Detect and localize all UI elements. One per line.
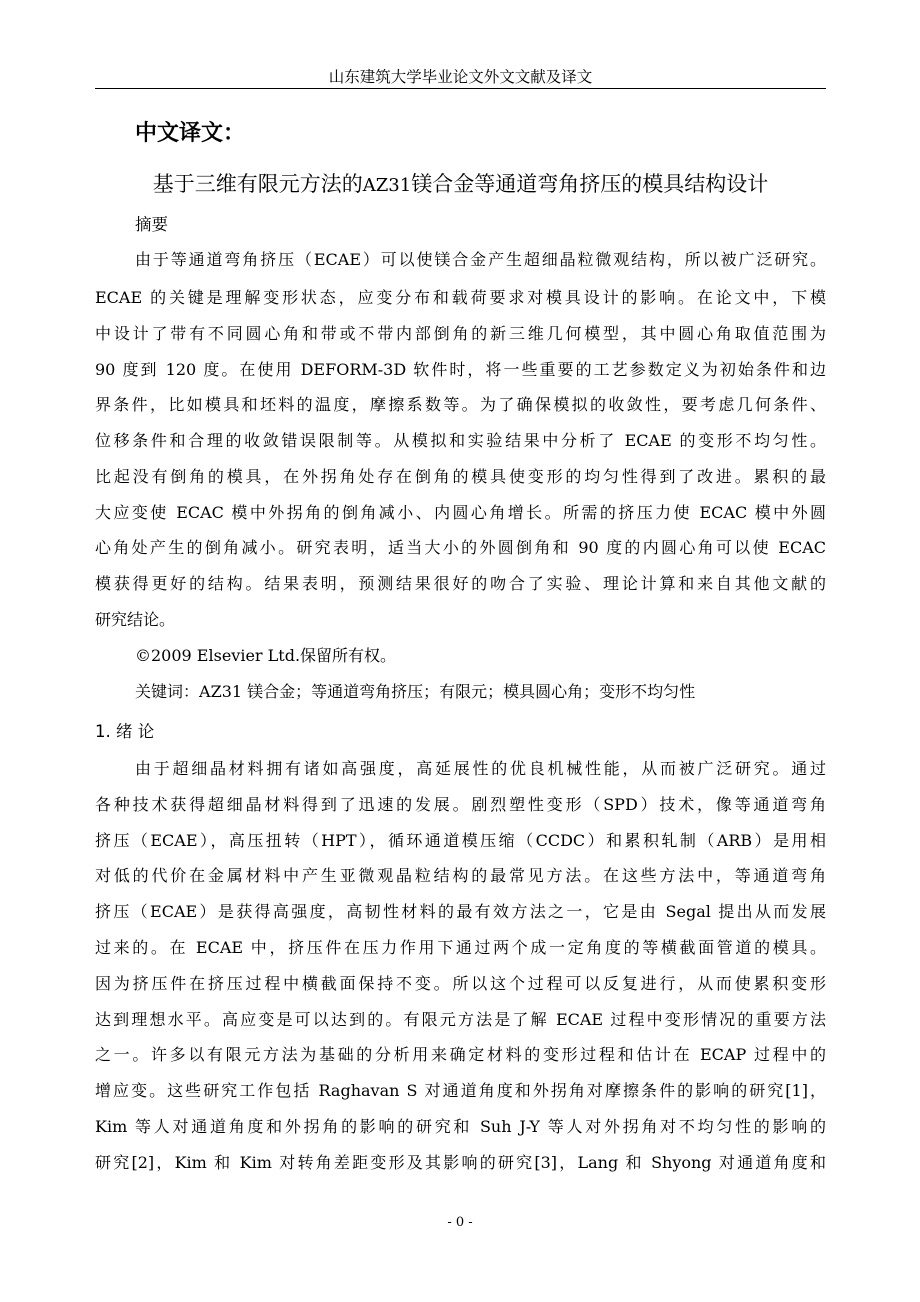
keywords-text: AZ31 镁合金；等通道弯角挤压；有限元；模具圆心角；变形不均匀性 — [199, 682, 696, 701]
abstract-line: 大应变使 ECAC 模中外拐角的倒角减小、内圆心角增长。所需的挤压力使 ECAC 模中外圆 — [95, 503, 826, 522]
keywords-line — [135, 678, 695, 706]
abstract-line: 研究结论。 — [95, 610, 176, 629]
abstract-line: ECAE 的关键是理解变形状态，应变分布和载荷要求对模具设计的影响。在论文中，下模 — [95, 288, 826, 307]
intro-line: 挤压（ECAE），高压扭转（HPT），循环通道模压缩（CCDC）和累积轧制（ARB）是用相 — [95, 831, 826, 850]
abstract-line: 比起没有倒角的模具，在外拐角处存在倒角的模具使变形的均匀性得到了改进。累积的最 — [95, 467, 826, 486]
abstract-line: 由于等通道弯角挤压（ECAE）可以使镁合金产生超细晶粒微观结构，所以被广泛研究。 — [135, 250, 826, 269]
page-number: - 0 - — [447, 1215, 473, 1230]
abstract-label: 摘要 — [135, 215, 168, 234]
intro-line: Kim 等人对通道角度和外拐角的影响的研究和 Suh J-Y 等人对外拐角对不均匀性的影响的 — [95, 1117, 826, 1136]
intro-line: 研究[2]，Kim 和 Kim 对转角差距变形及其影响的研究[3]，Lang 和 Shyong 对通道角度和 — [95, 1153, 826, 1172]
intro-line: 各种技术获得超细晶材料得到了迅速的发展。剧烈塑性变形（SPD）技术，像等通道弯角 — [95, 795, 826, 814]
section-heading: 中文译文： — [135, 121, 246, 146]
intro-line: 达到理想水平。高应变是可以达到的。有限元方法是了解 ECAE 过程中变形情况的重要方法 — [95, 1010, 826, 1029]
intro-line: 因为挤压件在挤压过程中横截面保持不变。所以这个过程可以反复进行，从而使累积变形 — [95, 974, 826, 993]
title-part-after: 镁合金等通道弯角挤压的模具结构设计 — [411, 172, 769, 196]
intro-line: 对低的代价在金属材料中产生亚微观晶粒结构的最常见方法。在这些方法中，等通道弯角 — [95, 866, 826, 885]
header-rule — [95, 88, 826, 89]
intro-line: 挤压（ECAE）是获得高强度，高韧性材料的最有效方法之一，它是由 Segal 提出从而发展 — [95, 902, 826, 921]
abstract-line: 位移条件和合理的收敛错误限制等。从模拟和实验结果中分析了 ECAE 的变形不均匀性。 — [95, 431, 826, 450]
keywords-label: 关键词： — [135, 682, 200, 701]
intro-heading: 1. 绪 论 — [95, 722, 155, 741]
intro-line: 之一。许多以有限元方法为基础的分析用来确定材料的变形过程和估计在 ECAP 过程中的 — [95, 1045, 826, 1064]
intro-line: 增应变。这些研究工作包括 Raghavan S 对通道角度和外拐角对摩擦条件的影响的研究[1]， — [95, 1081, 826, 1100]
intro-line: 由于超细晶材料拥有诸如高强度，高延展性的优良机械性能，从而被广泛研究。通过 — [135, 759, 826, 778]
paper-title — [95, 167, 826, 203]
abstract-line: 90 度到 120 度。在使用 DEFORM-3D 软件时，将一些重要的工艺参数定义为初始条件和边 — [95, 360, 826, 379]
copyright-line: ©2009 Elsevier Ltd.保留所有权。 — [135, 646, 397, 665]
title-part-latin: AZ31 — [362, 175, 412, 196]
intro-line: 过来的。在 ECAE 中，挤压件在压力作用下通过两个成一定角度的等横截面管道的模具。 — [95, 938, 826, 957]
abstract-line: 心角处产生的倒角减小。研究表明，适当大小的外圆倒角和 90 度的内圆心角可以使 ECAC — [95, 538, 826, 557]
abstract-line: 中设计了带有不同圆心角和带或不带内部倒角的新三维几何模型，其中圆心角取值范围为 — [95, 324, 826, 343]
title-part-before: 基于三维有限元方法的 — [152, 172, 363, 196]
abstract-line: 模获得更好的结构。结果表明，预测结果很好的吻合了实验、理论计算和来自其他文献的 — [95, 574, 826, 593]
running-header: 山东建筑大学毕业论文外文文献及译文 — [328, 68, 593, 86]
abstract-line: 界条件，比如模具和坯料的温度，摩擦系数等。为了确保模拟的收敛性，要考虑几何条件、 — [95, 395, 826, 414]
